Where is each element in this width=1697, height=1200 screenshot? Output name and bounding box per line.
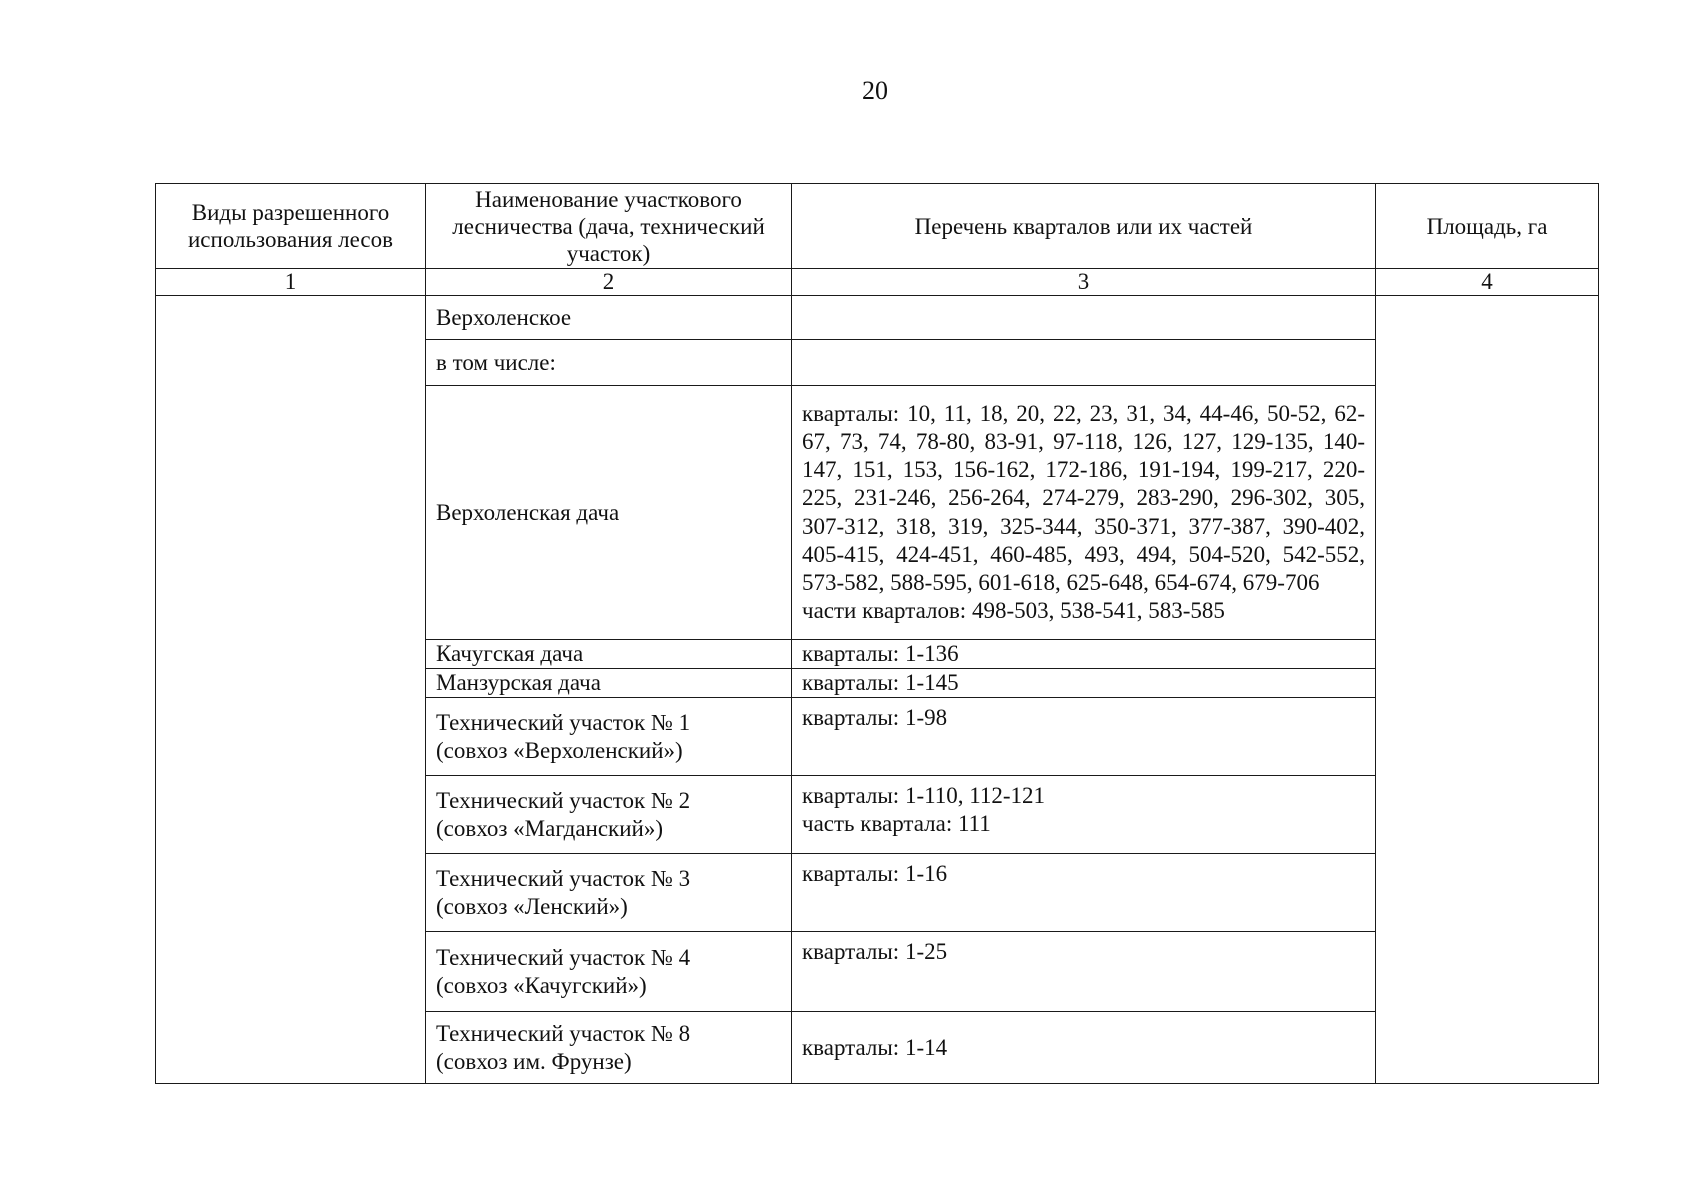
quarters-text: кварталы: 1-110, 112-121 (802, 783, 1046, 808)
column-number: 4 (1376, 269, 1599, 296)
tech-site-title: Технический участок № 2 (436, 787, 691, 813)
area-cell (1376, 296, 1599, 1084)
forestry-name-cell: Качугская дача (426, 640, 792, 669)
page-number: 20 (862, 76, 888, 105)
column-number: 1 (156, 269, 426, 296)
forestry-name-cell: Манзурская дача (426, 669, 792, 698)
forestry-name-cell: в том числе: (426, 340, 792, 386)
quarters-cell: кварталы: 1-25 (792, 932, 1376, 1012)
forest-quarters-table (155, 183, 1599, 1084)
quarters-cell (792, 296, 1376, 340)
forestry-name-cell (426, 776, 792, 854)
header-area: Площадь, га (1376, 184, 1599, 269)
forestry-name-cell (426, 1012, 792, 1084)
quarter-parts-text: части кварталов: 498-503, 538-541, 583-585 (802, 598, 1225, 624)
tech-site-title: Технический участок № 3 (436, 865, 691, 891)
header-usage-types: Виды разрешенного использования лесов (156, 184, 426, 269)
tech-site-subtitle: (совхоз им. Фрунзе) (436, 1048, 632, 1074)
forestry-name-cell: Верхоленское (426, 296, 792, 340)
quarters-cell: кварталы: 1-16 (792, 854, 1376, 932)
column-number: 3 (792, 269, 1376, 296)
quarters-cell (792, 386, 1376, 640)
column-number: 2 (426, 269, 792, 296)
forestry-name-cell (426, 698, 792, 776)
table-row (156, 296, 1599, 340)
quarters-cell: кварталы: 1-136 (792, 640, 1376, 669)
usage-type-cell (156, 296, 426, 1084)
quarters-cell: кварталы: 1-98 (792, 698, 1376, 776)
tech-site-subtitle: (совхоз «Магданский») (436, 815, 664, 841)
tech-site-subtitle: (совхоз «Ленский») (436, 893, 628, 919)
quarters-cell: кварталы: 1-14 (792, 1012, 1376, 1084)
tech-site-title: Технический участок № 4 (436, 944, 691, 970)
tech-site-title: Технический участок № 1 (436, 709, 691, 735)
forestry-name-cell (426, 854, 792, 932)
forestry-name-cell (426, 932, 792, 1012)
forestry-name-cell: Верхоленская дача (426, 386, 792, 640)
header-forestry-name: Наименование участкового лесничества (дача, технический участок) (426, 184, 792, 269)
column-number-row (156, 269, 1599, 296)
header-quarters-list: Перечень кварталов или их частей (792, 184, 1376, 269)
quarter-parts-text: часть квартала: 111 (802, 811, 991, 836)
tech-site-title: Технический участок № 8 (436, 1020, 691, 1046)
quarters-cell (792, 340, 1376, 386)
quarters-cell (792, 776, 1376, 854)
quarters-cell: кварталы: 1-145 (792, 669, 1376, 698)
quarters-text: кварталы: 10, 11, 18, 20, 22, 23, 31, 34, 44-46, 50-52, 62-67, 73, 74, 78-80, 83-91, 97-118, 126, 127, 129-135, 140-147, 151, 153, 156-162, 172-186, 191-194, 199-217, 220-225, 231-246, 256-264, 274-279, 283-290, 296-302, 305, 307-312, 318, 319, 325-344, 350-371, 377-387, 390-402, 405-415, 424-451, 460-485, 493, 494, 504-520, 542-552, 573-582, 588-595, 601-618, 625-648, 654-674, 679-706 (802, 400, 1365, 595)
tech-site-subtitle: (совхоз «Верхоленский») (436, 737, 683, 763)
tech-site-subtitle: (совхоз «Качугский») (436, 972, 647, 998)
table-header-row (156, 184, 1599, 269)
